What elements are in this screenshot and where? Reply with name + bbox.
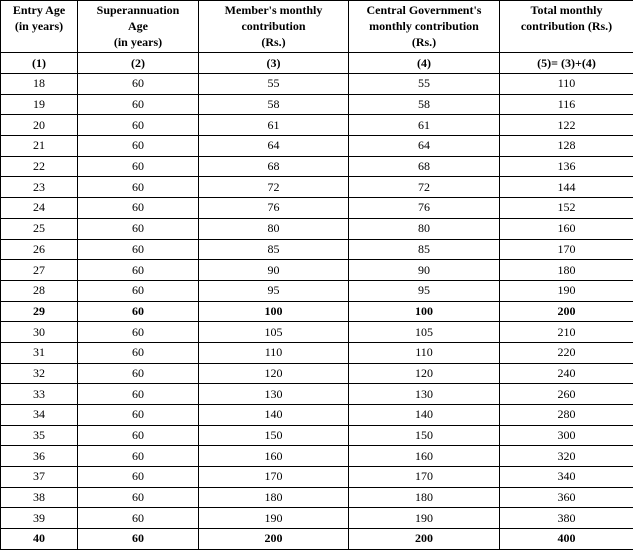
govt-contribution-cell: 90 [349, 260, 500, 281]
superannuation-age-cell: 60 [78, 342, 199, 363]
table-row [1, 487, 633, 508]
total-contribution-cell: 240 [500, 363, 633, 384]
column-number: (5)= (3)+(4) [500, 53, 633, 74]
column-number-row [1, 53, 633, 74]
entry-age-cell: 29 [1, 301, 78, 322]
entry-age-cell: 20 [1, 115, 78, 136]
member-contribution-cell: 95 [199, 280, 349, 301]
header-line: contribution (Rs.) [500, 18, 633, 34]
table-row [1, 218, 633, 239]
entry-age-cell: 33 [1, 384, 78, 405]
total-contribution-cell: 220 [500, 342, 633, 363]
member-contribution-cell: 120 [199, 363, 349, 384]
total-contribution-cell: 152 [500, 198, 633, 219]
table-row [1, 384, 633, 405]
superannuation-age-cell: 60 [78, 405, 199, 426]
table-row [1, 405, 633, 426]
header-row [1, 1, 633, 53]
superannuation-age-cell: 60 [78, 529, 199, 550]
govt-contribution-cell: 58 [349, 94, 500, 115]
header-line: (Rs.) [349, 34, 499, 50]
table-header [1, 1, 633, 74]
total-contribution-cell: 116 [500, 94, 633, 115]
table-row [1, 239, 633, 260]
entry-age-cell: 39 [1, 508, 78, 529]
member-contribution-cell: 55 [199, 74, 349, 95]
table-row [1, 74, 633, 95]
table-row [1, 446, 633, 467]
table-row [1, 529, 633, 550]
member-contribution-cell: 180 [199, 487, 349, 508]
column-number: (1) [1, 53, 78, 74]
superannuation-age-cell: 60 [78, 198, 199, 219]
superannuation-age-cell: 60 [78, 446, 199, 467]
govt-contribution-cell: 61 [349, 115, 500, 136]
total-contribution-cell: 190 [500, 280, 633, 301]
total-contribution-cell: 128 [500, 136, 633, 157]
entry-age-cell: 23 [1, 177, 78, 198]
member-contribution-cell: 140 [199, 405, 349, 426]
entry-age-cell: 38 [1, 487, 78, 508]
govt-contribution-cell: 105 [349, 322, 500, 343]
table-row [1, 177, 633, 198]
total-contribution-cell: 320 [500, 446, 633, 467]
govt-contribution-cell: 200 [349, 529, 500, 550]
govt-contribution-cell: 55 [349, 74, 500, 95]
govt-contribution-cell: 85 [349, 239, 500, 260]
member-contribution-cell: 160 [199, 446, 349, 467]
superannuation-age-cell: 60 [78, 74, 199, 95]
header-line: Total monthly [500, 2, 633, 18]
govt-contribution-cell: 160 [349, 446, 500, 467]
entry-age-cell: 35 [1, 425, 78, 446]
member-contribution-cell: 200 [199, 529, 349, 550]
govt-contribution-cell: 140 [349, 405, 500, 426]
govt-contribution-cell: 64 [349, 136, 500, 157]
superannuation-age-cell: 60 [78, 508, 199, 529]
column-number: (2) [78, 53, 199, 74]
entry-age-cell: 22 [1, 156, 78, 177]
superannuation-age-cell: 60 [78, 322, 199, 343]
superannuation-age-cell: 60 [78, 425, 199, 446]
member-contribution-cell: 130 [199, 384, 349, 405]
member-contribution-cell: 64 [199, 136, 349, 157]
total-contribution-cell: 144 [500, 177, 633, 198]
entry-age-cell: 30 [1, 322, 78, 343]
header-line: (Rs.) [199, 34, 348, 50]
header-line: monthly contribution [349, 18, 499, 34]
govt-contribution-cell: 95 [349, 280, 500, 301]
govt-contribution-cell: 72 [349, 177, 500, 198]
entry-age-cell: 28 [1, 280, 78, 301]
entry-age-cell: 26 [1, 239, 78, 260]
column-number: (4) [349, 53, 500, 74]
govt-contribution-cell: 76 [349, 198, 500, 219]
header-total-contribution [500, 1, 633, 53]
total-contribution-cell: 170 [500, 239, 633, 260]
govt-contribution-cell: 100 [349, 301, 500, 322]
govt-contribution-cell: 170 [349, 467, 500, 488]
table-body [1, 74, 633, 550]
total-contribution-cell: 136 [500, 156, 633, 177]
entry-age-cell: 34 [1, 405, 78, 426]
govt-contribution-cell: 180 [349, 487, 500, 508]
header-line: Entry Age [1, 2, 77, 18]
total-contribution-cell: 360 [500, 487, 633, 508]
table-row [1, 94, 633, 115]
header-line: Member's monthly [199, 2, 348, 18]
entry-age-cell: 36 [1, 446, 78, 467]
entry-age-cell: 24 [1, 198, 78, 219]
member-contribution-cell: 76 [199, 198, 349, 219]
table-row [1, 508, 633, 529]
member-contribution-cell: 90 [199, 260, 349, 281]
header-superannuation-age [78, 1, 199, 53]
table-row [1, 136, 633, 157]
total-contribution-cell: 180 [500, 260, 633, 281]
table-row [1, 115, 633, 136]
total-contribution-cell: 110 [500, 74, 633, 95]
member-contribution-cell: 80 [199, 218, 349, 239]
superannuation-age-cell: 60 [78, 280, 199, 301]
member-contribution-cell: 150 [199, 425, 349, 446]
superannuation-age-cell: 60 [78, 384, 199, 405]
member-contribution-cell: 110 [199, 342, 349, 363]
member-contribution-cell: 85 [199, 239, 349, 260]
header-line: Age [78, 18, 198, 34]
superannuation-age-cell: 60 [78, 467, 199, 488]
header-govt-contribution [349, 1, 500, 53]
table-row [1, 260, 633, 281]
superannuation-age-cell: 60 [78, 487, 199, 508]
entry-age-cell: 25 [1, 218, 78, 239]
govt-contribution-cell: 68 [349, 156, 500, 177]
header-line: contribution [199, 18, 348, 34]
table-row [1, 363, 633, 384]
govt-contribution-cell: 80 [349, 218, 500, 239]
entry-age-cell: 32 [1, 363, 78, 384]
total-contribution-cell: 200 [500, 301, 633, 322]
table-row [1, 342, 633, 363]
superannuation-age-cell: 60 [78, 156, 199, 177]
entry-age-cell: 21 [1, 136, 78, 157]
total-contribution-cell: 280 [500, 405, 633, 426]
entry-age-cell: 40 [1, 529, 78, 550]
govt-contribution-cell: 130 [349, 384, 500, 405]
entry-age-cell: 37 [1, 467, 78, 488]
header-line: Central Government's [349, 2, 499, 18]
table-row [1, 198, 633, 219]
table-row [1, 156, 633, 177]
header-line: (in years) [78, 34, 198, 50]
member-contribution-cell: 190 [199, 508, 349, 529]
superannuation-age-cell: 60 [78, 239, 199, 260]
table-row [1, 467, 633, 488]
entry-age-cell: 19 [1, 94, 78, 115]
superannuation-age-cell: 60 [78, 218, 199, 239]
superannuation-age-cell: 60 [78, 260, 199, 281]
govt-contribution-cell: 150 [349, 425, 500, 446]
member-contribution-cell: 100 [199, 301, 349, 322]
entry-age-cell: 31 [1, 342, 78, 363]
member-contribution-cell: 72 [199, 177, 349, 198]
header-entry-age [1, 1, 78, 53]
superannuation-age-cell: 60 [78, 136, 199, 157]
total-contribution-cell: 210 [500, 322, 633, 343]
total-contribution-cell: 400 [500, 529, 633, 550]
table-row [1, 280, 633, 301]
superannuation-age-cell: 60 [78, 363, 199, 384]
header-line: Superannuation [78, 2, 198, 18]
total-contribution-cell: 122 [500, 115, 633, 136]
superannuation-age-cell: 60 [78, 115, 199, 136]
member-contribution-cell: 105 [199, 322, 349, 343]
member-contribution-cell: 58 [199, 94, 349, 115]
member-contribution-cell: 61 [199, 115, 349, 136]
govt-contribution-cell: 110 [349, 342, 500, 363]
govt-contribution-cell: 120 [349, 363, 500, 384]
total-contribution-cell: 260 [500, 384, 633, 405]
total-contribution-cell: 380 [500, 508, 633, 529]
superannuation-age-cell: 60 [78, 94, 199, 115]
table-row [1, 301, 633, 322]
table-row [1, 425, 633, 446]
total-contribution-cell: 160 [500, 218, 633, 239]
column-number: (3) [199, 53, 349, 74]
entry-age-cell: 18 [1, 74, 78, 95]
total-contribution-cell: 300 [500, 425, 633, 446]
superannuation-age-cell: 60 [78, 177, 199, 198]
govt-contribution-cell: 190 [349, 508, 500, 529]
member-contribution-cell: 68 [199, 156, 349, 177]
total-contribution-cell: 340 [500, 467, 633, 488]
superannuation-age-cell: 60 [78, 301, 199, 322]
table-row [1, 322, 633, 343]
member-contribution-cell: 170 [199, 467, 349, 488]
header-line: (in years) [1, 18, 77, 34]
header-member-contribution [199, 1, 349, 53]
entry-age-cell: 27 [1, 260, 78, 281]
